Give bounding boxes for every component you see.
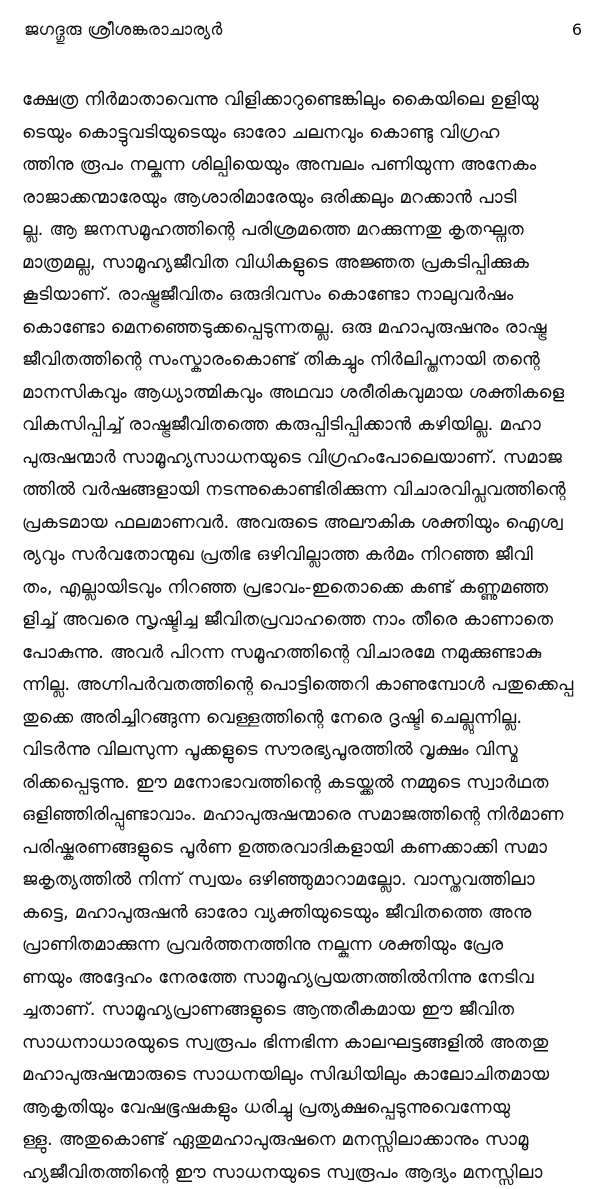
text-line: ണയും അദ്ദേഹം നേരത്തേ സാമൂഹ്യപ്രയത്നത്തിൽനിന്നു നേടിവ [22, 962, 582, 995]
text-line: മാനസികവും ആധ്യാത്മികവും അഥവാ ശരീരികവുമായ ശക്തികളെ [22, 377, 582, 410]
text-line: ക്ഷേത്ര നിർമാതാവെന്നു വിളിക്കാറുണ്ടെങ്കിലും കൈയിലെ ഉളിയു [22, 84, 582, 117]
text-line: പ്രാണിതമാക്കുന്ന പ്രവർത്തനത്തിനു നല്കുന്ന ശക്തിയും പ്രേര [22, 929, 582, 962]
text-line: പരിഷ്കരണങ്ങളുടെ പൂർണ ഉത്തരവാദികളായി കണക്കാക്കി സമാ [22, 832, 582, 865]
text-line: ന്നില്ല. അഗ്നിപർവതത്തിന്റെ പൊട്ടിത്തെറി കാണുമ്പോൾ പതുക്കെപ്പ [22, 669, 582, 702]
text-line: ല്ല. ആ ജനസമൂഹത്തിന്റെ പരിശ്രമത്തെ മറക്കുന്നതു കൃതഘ്നത [22, 214, 582, 247]
text-line: ച്ചതാണ്. സാമൂഹ്യപ്രാണങ്ങളുടെ ആന്തരീകമായ ഈ ജീവിത [22, 994, 582, 1027]
text-line: ഹ്യജീവിതത്തിന്റെ ഈ സാധനയുടെ സ്വരൂപം ആദ്യം മനസ്സിലാ [22, 1157, 582, 1189]
text-line: ആകൃതിയും വേഷഭൂഷകളും ധരിച്ചു പ്രത്യക്ഷപ്പെടുന്നുവെന്നേയു [22, 1092, 582, 1125]
text-line: കൂടിയാണ്. രാഷ്ട്രജീവിതം ഒരുദിവസം കൊണ്ടോ നാലുവർഷം [22, 279, 582, 312]
text-line: കൊണ്ടോ മെനഞ്ഞെടുക്കപ്പെടുന്നതല്ല. ഒരു മഹാപുരുഷനും രാഷ്ട്ര [22, 312, 582, 345]
text-line: പുരുഷന്മാർ സാമൂഹ്യസാധനയുടെ വിഗ്രഹംപോലെയാണ്. സമാജ [22, 442, 582, 475]
text-line: മഹാപുരുഷന്മാരുടെ സാധനയിലും സിദ്ധിയിലും കാലോചിതമായ [22, 1059, 582, 1092]
text-line: ത്തിനു രൂപം നല്കുന്ന ശില്പിയെയും അമ്പലം പണിയുന്ന അനേകം [22, 149, 582, 182]
text-line: ര്യവും സർവതോന്മുഖ പ്രതിഭ ഒഴിവില്ലാത്ത കർമം നിറഞ്ഞ ജീവി [22, 539, 582, 572]
body-text [22, 84, 582, 1189]
text-line: കട്ടെ, മഹാപുരുഷൻ ഓരോ വ്യക്തിയുടെയും ജീവിതത്തെ അനു [22, 897, 582, 930]
text-line: ഒളിഞ്ഞിരിപ്പുണ്ടാവാം. മഹാപുരുഷന്മാരെ സമാജത്തിന്റെ നിർമാണ [22, 799, 582, 832]
text-line: വികസിപ്പിച്ച് രാഷ്ട്രജീവിതത്തെ കരുപ്പിടിപ്പിക്കാൻ കഴിയില്ല. മഹാ [22, 409, 582, 442]
text-line: ജകൃത്യത്തിൽ നിന്ന് സ്വയം ഒഴിഞ്ഞുമാറാമല്ലോ. വാസ്തവത്തിലാ [22, 864, 582, 897]
running-header: ജഗദ്ഗുരു ശ്രീശങ്കരാചാര്യർ [24, 18, 222, 42]
text-line: ജീവിതത്തിന്റെ സംസ്കാരംകൊണ്ട് തികച്ചും നിർലിപ്തനായി തന്റെ [22, 344, 582, 377]
text-line: ത്തിൽ വർഷങ്ങളായി നടന്നുകൊണ്ടിരിക്കുന്ന വിചാരവിപ്ലവത്തിന്റെ [22, 474, 582, 507]
text-line: ളിച്ച് അവരെ സൃഷ്ടിച്ച ജീവിതപ്രവാഹത്തെ നാം തീരെ കാണാതെ [22, 604, 582, 637]
text-line: രാജാക്കന്മാരേയും ആശാരിമാരേയും ഒരിക്കലും മറക്കാൻ പാടി [22, 182, 582, 215]
text-line: മാത്രമല്ല, സാമൂഹ്യജീവിത വിധികളുടെ അജ്ഞത പ്രകടിപ്പിക്കുക [22, 247, 582, 280]
text-line: രിക്കപ്പെടുന്നു. ഈ മനോഭാവത്തിന്റെ കടയ്ക്കൽ നമ്മുടെ സ്വാർഥത [22, 767, 582, 800]
text-line: തം, എല്ലായിടവും നിറഞ്ഞ പ്രഭാവം-ഇതൊക്കെ കണ്ട് കണ്ണുമഞ്ഞ [22, 572, 582, 605]
page-number: 6 [572, 18, 582, 42]
text-line: പോകുന്നു. അവർ പിറന്ന സമൂഹത്തിന്റെ വിചാരമേ നമുക്കുണ്ടാകു [22, 637, 582, 670]
text-line: ടെയും കൊട്ടുവടിയുടെയും ഓരോ ചലനവും കൊണ്ടു വിഗ്രഹ [22, 117, 582, 150]
text-line: തുക്കെ അരിച്ചിറങ്ങുന്ന വെള്ളത്തിന്റെ നേരെ ദൃഷ്ടി ചെല്ലുന്നില്ല. [22, 702, 582, 735]
text-line: ള്ളു. അതുകൊണ്ട് ഏതുമഹാപുരുഷനെ മനസ്സിലാക്കാനും സാമൂ [22, 1124, 582, 1157]
text-line: പ്രകടമായ ഫലമാണവർ. അവരുടെ അലൗകിക ശക്തിയും ഐശ്വ [22, 507, 582, 540]
text-line: വിടർന്നു വിലസുന്ന പൂക്കളുടെ സൗരഭ്യപൂരത്തിൽ വൃക്ഷം വിസ്മ [22, 734, 582, 767]
text-line: സാധനാധാരയുടെ സ്വരൂപം ഭിന്നഭിന്ന കാലഘട്ടങ്ങളിൽ അതതു [22, 1027, 582, 1060]
